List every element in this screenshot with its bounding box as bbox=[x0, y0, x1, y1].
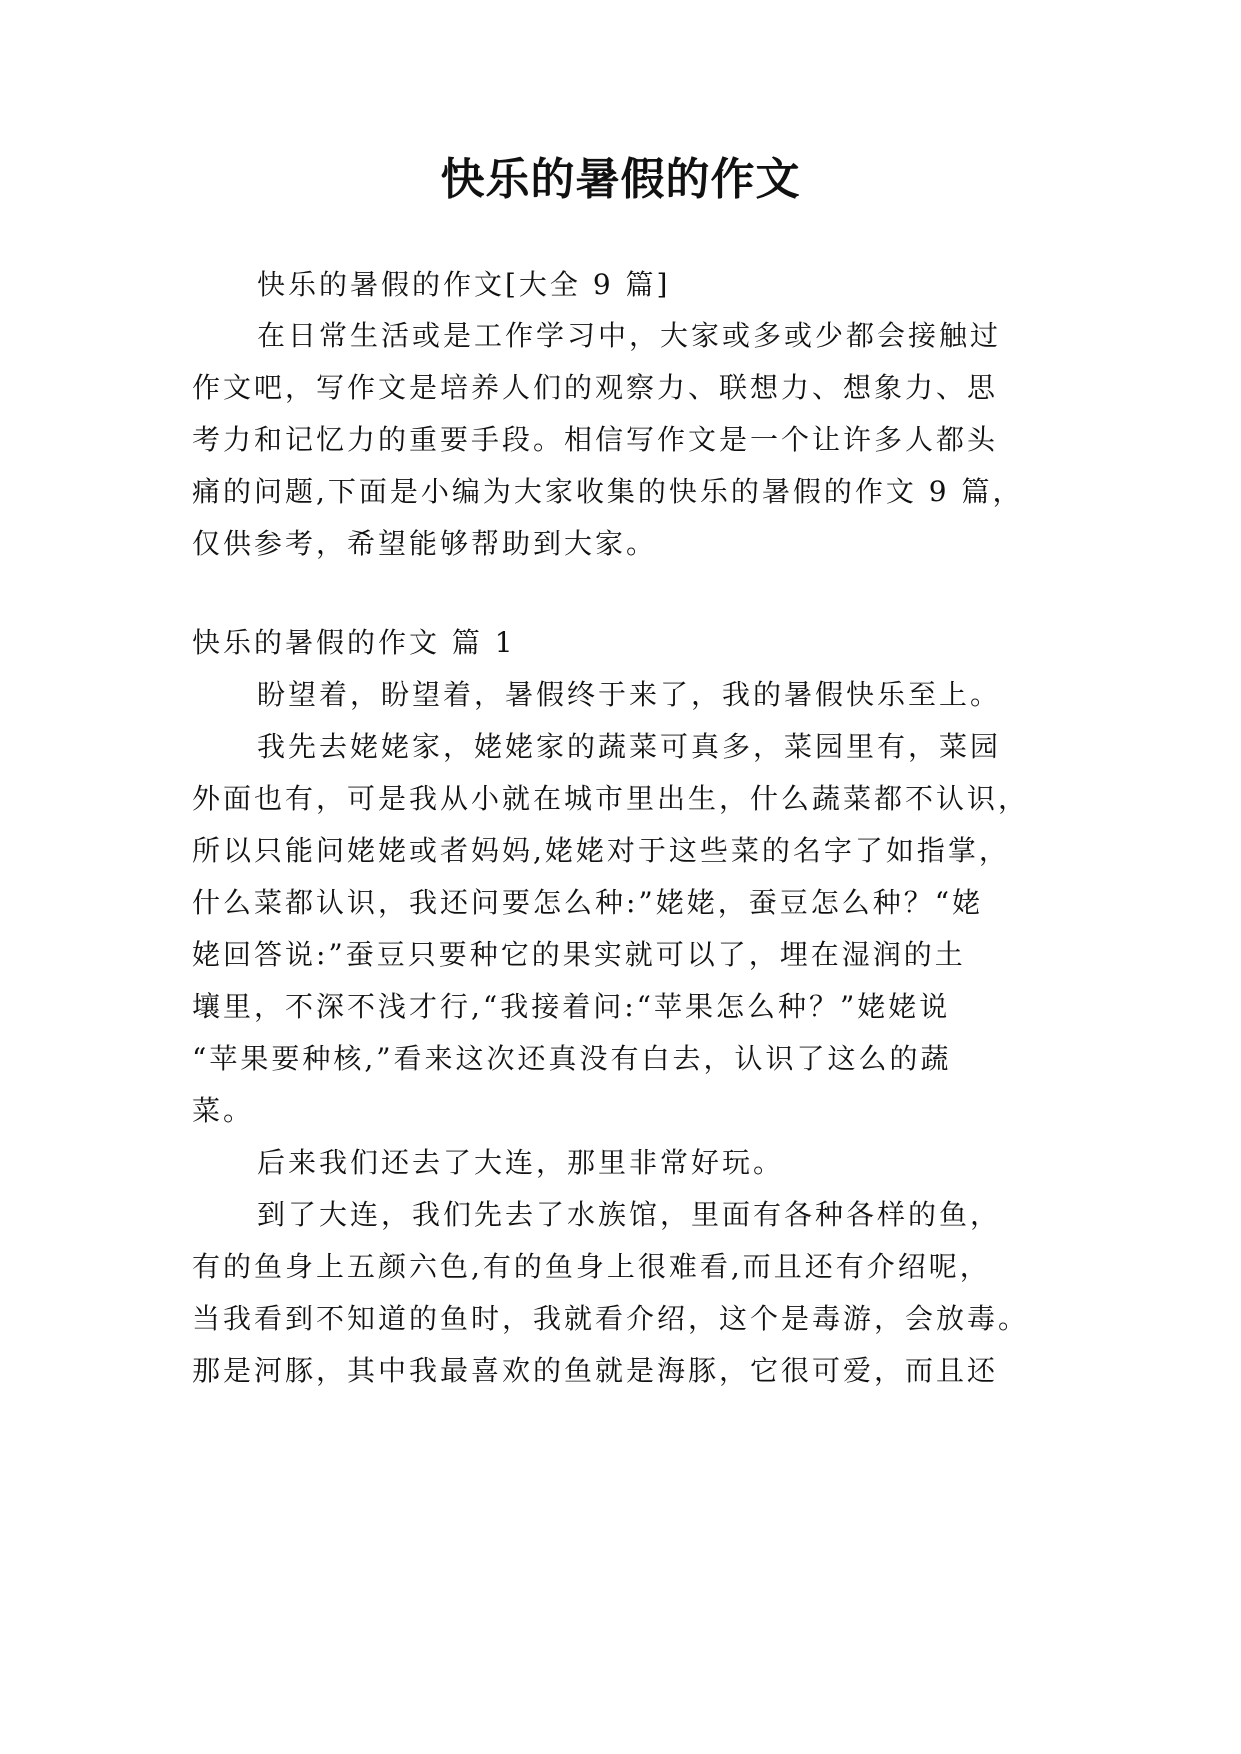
section-heading: 快乐的暑假的作文 篇 1 bbox=[192, 626, 516, 659]
document-subtitle: 快乐的暑假的作文[大全 9 篇] bbox=[257, 268, 671, 301]
text-line: 外面也有，可是我从小就在城市里出生，什么蔬菜都不认识， bbox=[192, 782, 1030, 815]
text-line: 我先去姥姥家，姥姥家的蔬菜可真多，菜园里有，菜园 bbox=[257, 730, 1002, 763]
text-line: 当我看到不知道的鱼时，我就看介绍，这个是毒游，会放毒。 bbox=[192, 1302, 1030, 1335]
text-line: 到了大连，我们先去了水族馆，里面有各种各样的鱼， bbox=[257, 1198, 1002, 1231]
text-line: 什么菜都认识，我还问要怎么种:”姥姥，蚕豆怎么种？“姥 bbox=[192, 886, 984, 919]
text-line: 作文吧，写作文是培养人们的观察力、联想力、想象力、思 bbox=[192, 371, 999, 404]
text-line: 盼望着，盼望着，暑假终于来了，我的暑假快乐至上。 bbox=[257, 678, 1002, 711]
text-line: 后来我们还去了大连，那里非常好玩。 bbox=[257, 1146, 785, 1179]
text-line: 痛的问题,下面是小编为大家收集的快乐的暑假的作文 9 篇， bbox=[192, 475, 1024, 508]
text-line: 仅供参考，希望能够帮助到大家。 bbox=[192, 527, 658, 560]
text-line: 考力和记忆力的重要手段。相信写作文是一个让许多人都头 bbox=[192, 423, 999, 456]
document-title: 快乐的暑假的作文 bbox=[440, 154, 801, 205]
text-line: 菜。 bbox=[192, 1094, 255, 1127]
text-line: 所以只能问姥姥或者妈妈,姥姥对于这些菜的名字了如指掌， bbox=[192, 834, 1010, 867]
text-line: 有的鱼身上五颜六色,有的鱼身上很难看,而且还有介绍呢， bbox=[192, 1250, 991, 1283]
text-line: “苹果要种核,”看来这次还真没有白去，认识了这么的蔬 bbox=[192, 1042, 952, 1075]
text-line: 那是河豚，其中我最喜欢的鱼就是海豚，它很可爱，而且还 bbox=[192, 1354, 999, 1387]
text-line: 在日常生活或是工作学习中，大家或多或少都会接触过 bbox=[257, 319, 1002, 352]
text-line: 姥回答说:”蚕豆只要种它的果实就可以了，埋在湿润的土 bbox=[192, 938, 966, 971]
text-line: 壤里，不深不浅才行,“我接着问:“苹果怎么种？”姥姥说 bbox=[192, 990, 951, 1023]
